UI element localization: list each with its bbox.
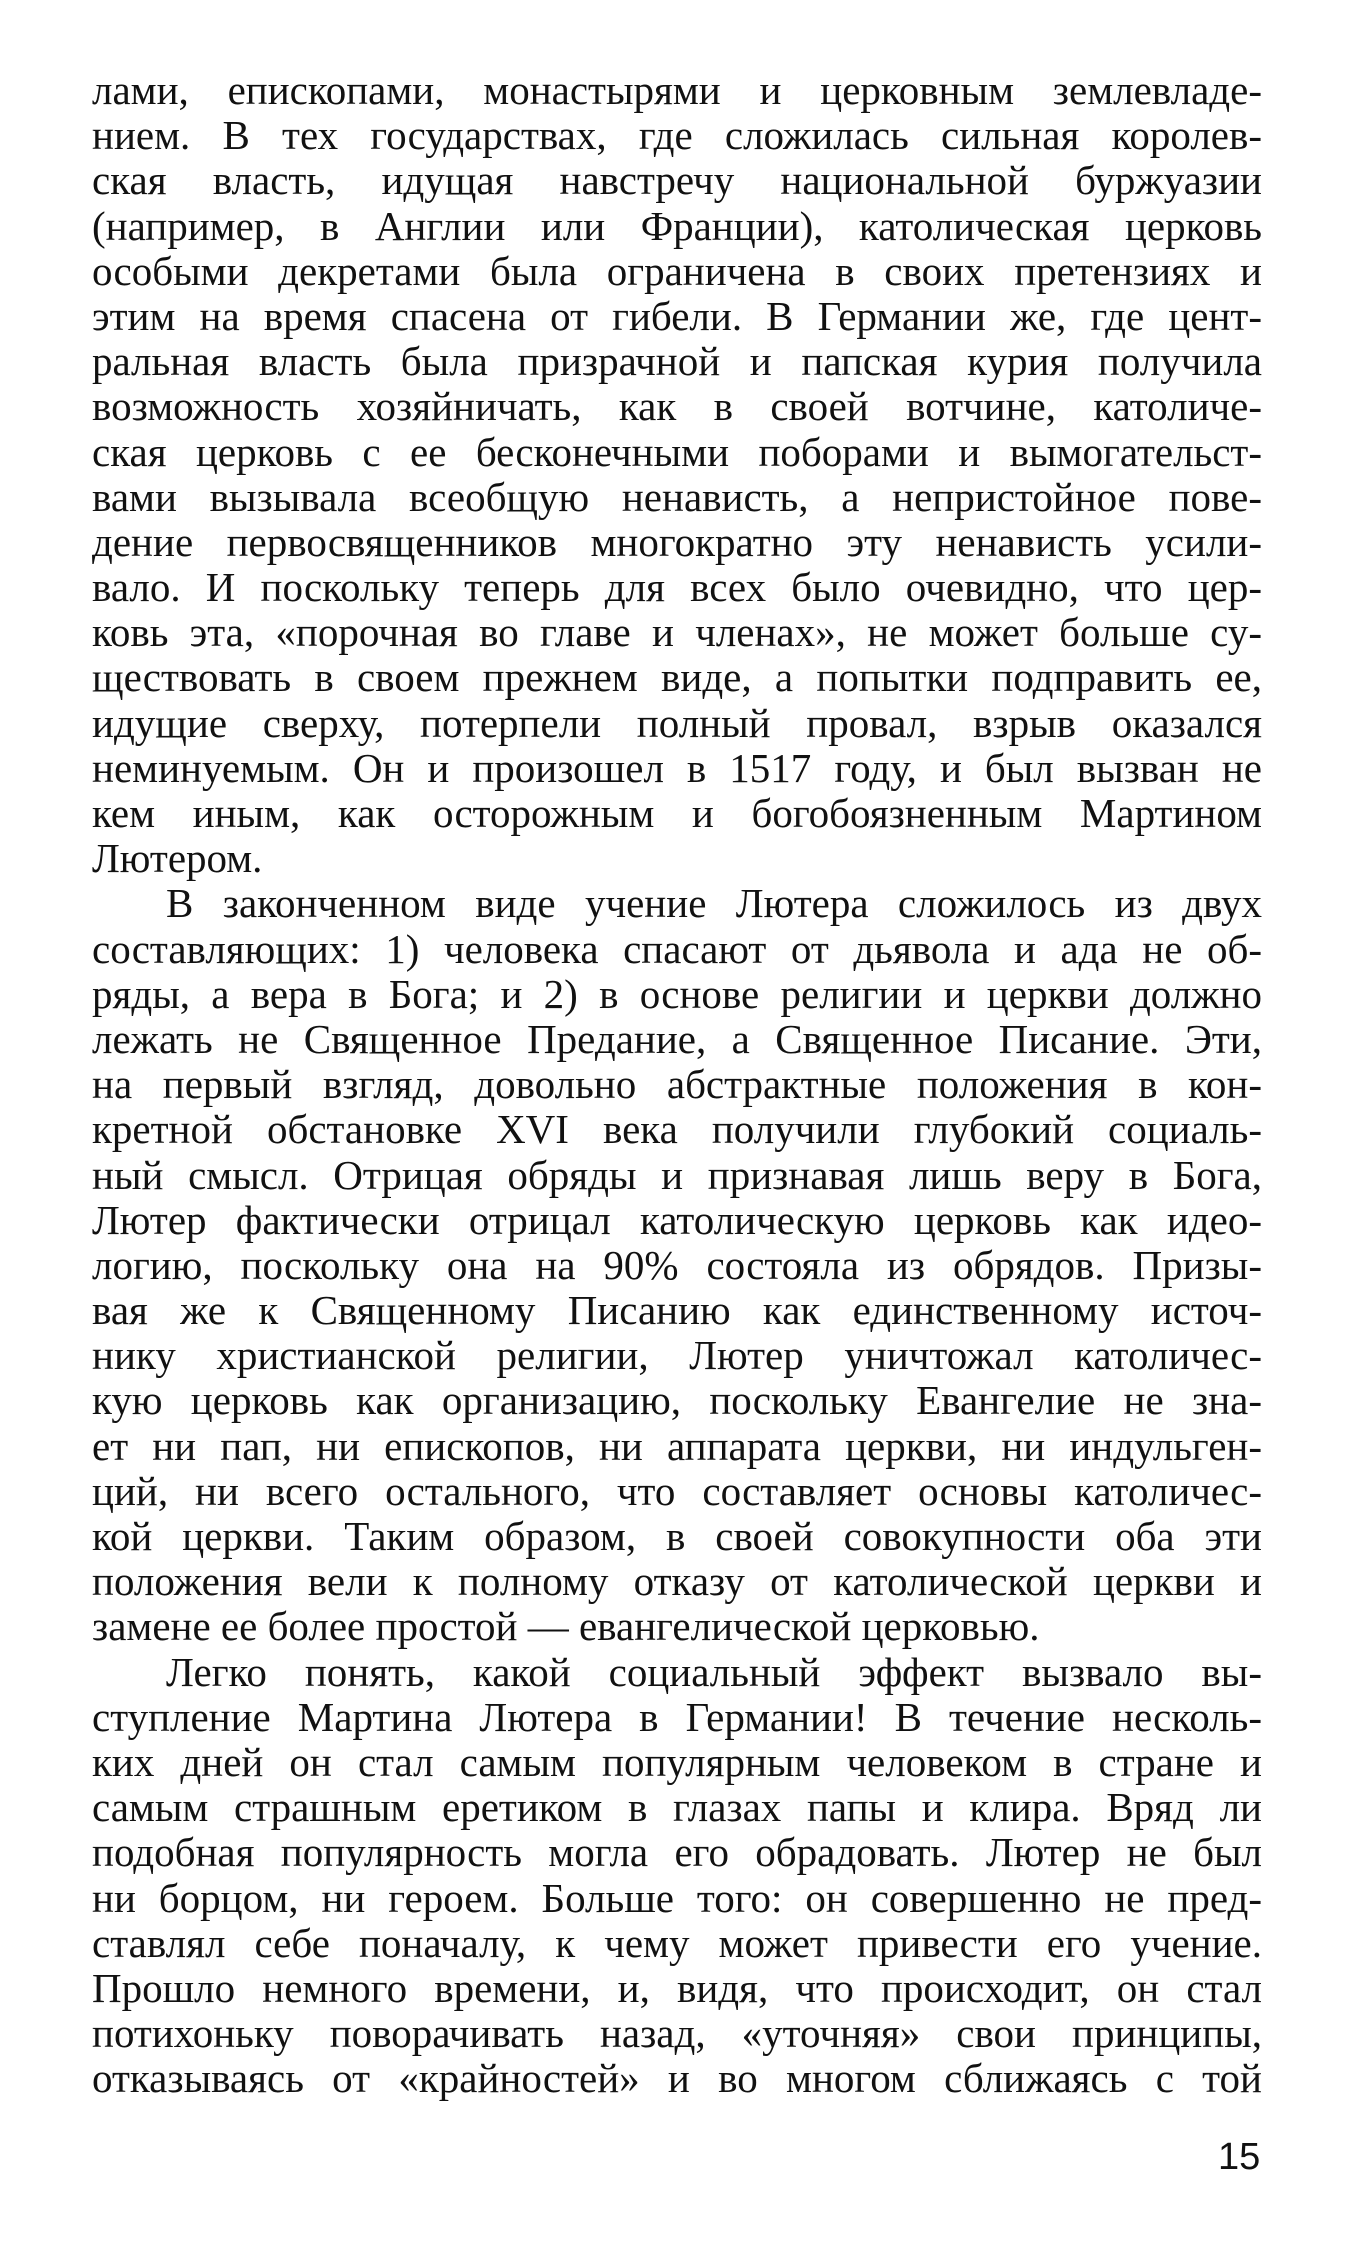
text-line: ряды, а вера в Бога; и 2) в основе религии и церкви должно [92,970,1262,1017]
text-line: кем иным, как осторожным и богобоязненным Мартином [92,790,1262,836]
text-line: нику христианской религии, Лютер уничтожал католичес- [92,1332,1262,1379]
text-line: замене ее более простой — евангелической церковью. [92,1603,1040,1650]
text-line: особыми декретами была ограничена в своих претензиях и [92,247,1262,294]
text-line: ществовать в своем прежнем виде, а попытки подправить ее, [92,654,1262,701]
text-line: ный смысл. Отрицая обряды и признавая лишь веру в Бога, [92,1151,1262,1198]
text-line: ких дней он стал самым популярным человеком в стране и [92,1738,1262,1785]
text-line: Прошло немного времени, и, видя, что происходит, он стал [92,1964,1262,2011]
text-line: этим на время спасена от гибели. В Германии же, где цент- [92,292,1262,339]
text-line: ни борцом, ни героем. Больше того: он совершенно не пред- [92,1874,1262,1921]
text-line: самым страшным еретиком в глазах папы и клира. Вряд ли [92,1784,1262,1831]
text-line: составляющих: 1) человека спасают от дьявола и ада не об- [92,925,1262,972]
page-body [92,68,1262,2101]
text-line: неминуемым. Он и произошел в 1517 году, и был вызван не [92,744,1262,791]
text-line: нием. В тех государствах, где сложилась сильная королев- [92,112,1262,159]
text-line: ская церковь с ее бесконечными поборами и вымогательст- [92,428,1262,475]
text-line: Лютер фактически отрицал католическую церковь как идео- [92,1196,1262,1243]
text-line: ковь эта, «порочная во главе и членах», не может больше су- [92,609,1262,656]
text-line: лами, епископами, монастырями и церковным землевладе- [92,67,1262,113]
text-line: ступление Мартина Лютера в Германии! В течение несколь- [92,1693,1262,1740]
text-line: идущие сверху, потерпели полный провал, взрыв оказался [92,699,1262,746]
text-line: ральная власть была призрачной и папская курия получила [92,338,1262,385]
text-line: ская власть, идущая навстречу национальной буржуазии [92,157,1262,204]
text-line: кретной обстановке XVI века получили глубокий социаль- [92,1106,1262,1153]
text-line: В законченном виде учение Лютера сложилось из двух [166,880,1262,927]
text-line: логию, поскольку она на 90% состояла из обрядов. Призы- [92,1241,1262,1288]
text-line: ций, ни всего остального, что составляет основы католичес- [92,1467,1262,1514]
text-line: отказываясь от «крайностей» и во многом сближаясь с той [92,2055,1262,2102]
text-line: положения вели к полному отказу от католической церкви и [92,1558,1262,1605]
page-number: 15 [1218,2136,1261,2178]
text-line: потихоньку поворачивать назад, «уточняя» свои принципы, [92,2010,1262,2057]
text-line: Легко понять, какой социальный эффект вызвало вы- [166,1648,1262,1695]
text-line: вами вызывала всеобщую ненависть, а непристойное пове- [92,473,1262,520]
text-line: (например, в Англии или Франции), католическая церковь [92,202,1262,249]
text-line: лежать не Священное Предание, а Священное Писание. Эти, [92,1015,1262,1062]
text-line: Лютером. [92,835,263,882]
text-line: кую церковь как организацию, поскольку Евангелие не зна- [92,1377,1262,1424]
text-line: вая же к Священному Писанию как единственному источ- [92,1287,1262,1334]
text-line: вало. И поскольку теперь для всех было очевидно, что цер- [92,564,1262,611]
text-line: подобная популярность могла его обрадовать. Лютер не был [92,1829,1262,1876]
text-line: возможность хозяйничать, как в своей вотчине, католиче- [92,383,1262,430]
text-line: на первый взгляд, довольно абстрактные положения в кон- [92,1061,1262,1108]
text-line: дение первосвященников многократно эту ненависть усили- [92,518,1262,565]
text-line: ставлял себе поначалу, к чему может привести его учение. [92,1919,1262,1966]
text-line: кой церкви. Таким образом, в своей совокупности оба эти [92,1513,1262,1559]
text-line: ет ни пап, ни епископов, ни аппарата церкви, ни индульген- [92,1422,1262,1469]
